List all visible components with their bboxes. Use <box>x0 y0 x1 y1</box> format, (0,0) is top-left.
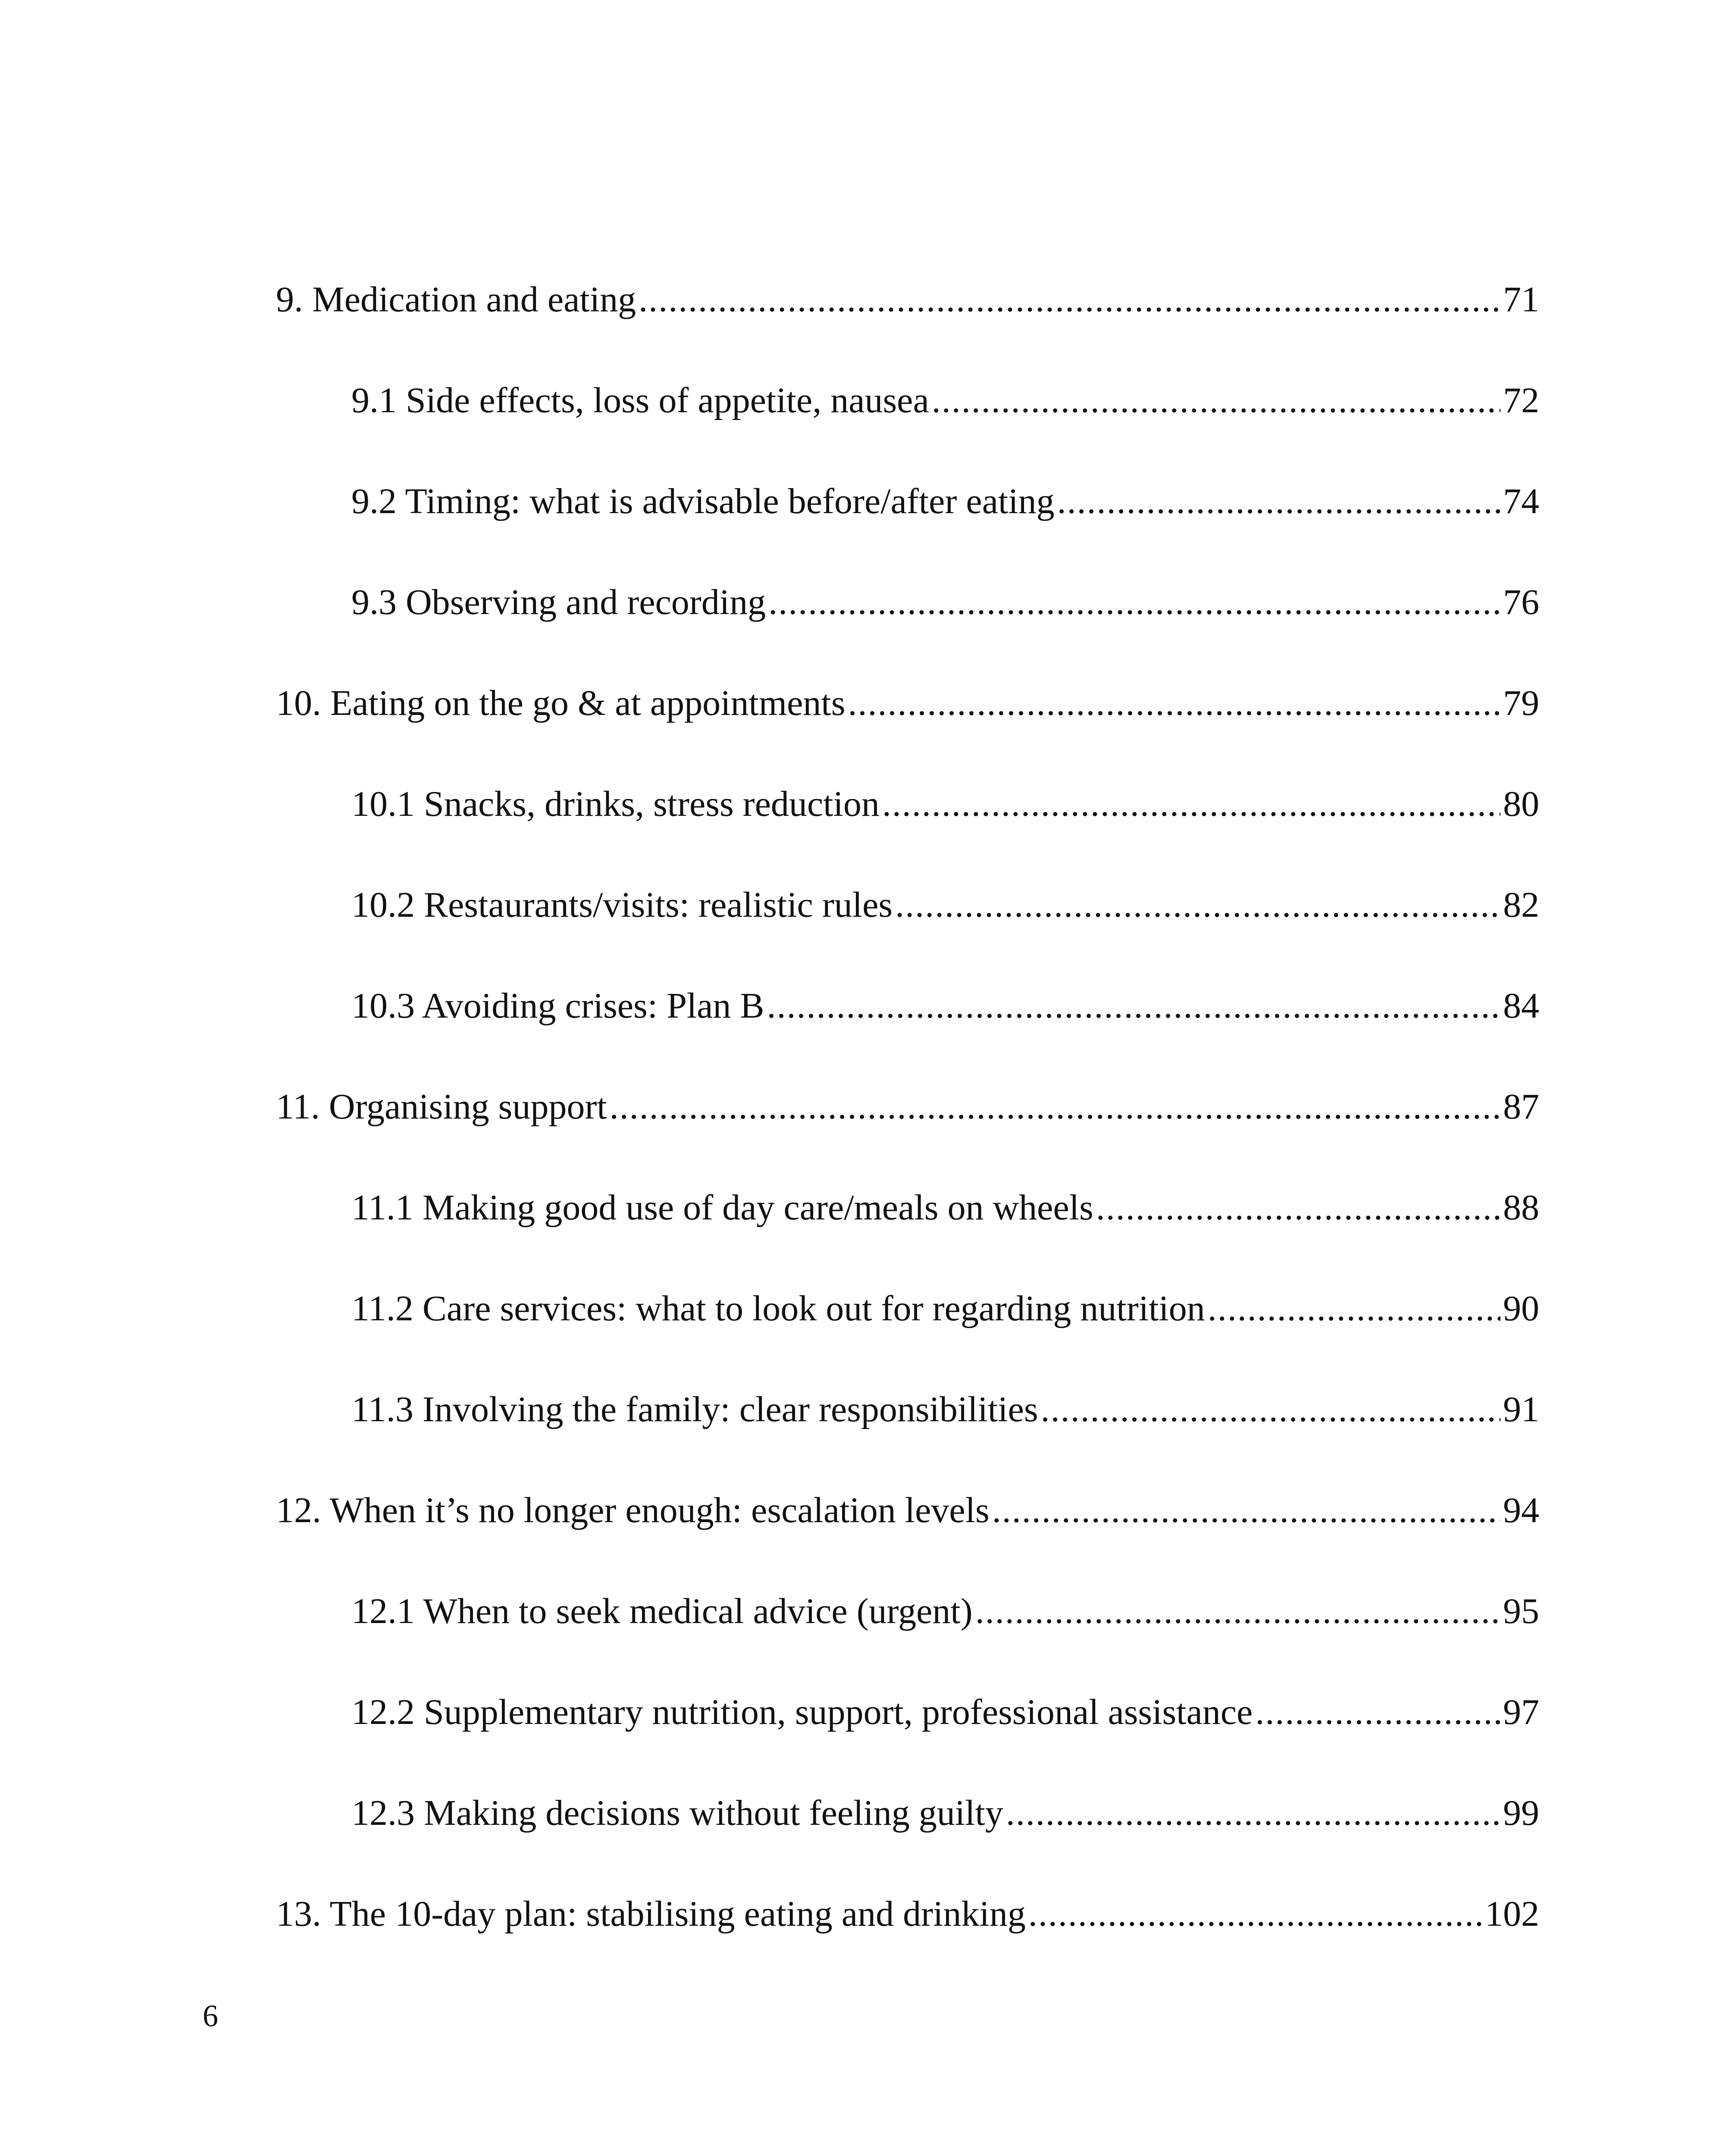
dot-leader <box>1028 1885 1482 1943</box>
toc-entry-page-number: 90 <box>1503 1288 1539 1329</box>
dot-leader <box>932 372 1500 429</box>
toc-entry-page-number: 80 <box>1503 784 1539 824</box>
toc-entry-title: 9.2 Timing: what is advisable before/after eating <box>351 481 1055 521</box>
toc-entry-page-number: 74 <box>1503 481 1539 521</box>
toc-entry-10-2[interactable] <box>276 876 1539 977</box>
dot-leader <box>895 876 1500 934</box>
dot-leader <box>1006 1784 1500 1842</box>
toc-entry-title: 13. The 10-day plan: stabilising eating and drinking <box>276 1894 1026 1934</box>
toc-entry-10-3[interactable] <box>276 977 1539 1078</box>
toc-entry-10[interactable] <box>276 674 1539 775</box>
dot-leader <box>1096 1179 1500 1237</box>
toc-entry-page-number: 84 <box>1503 986 1539 1026</box>
toc-entry-title: 12. When it’s no longer enough: escalation levels <box>276 1490 990 1530</box>
toc-entry-9[interactable] <box>276 271 1539 372</box>
toc-entry-12-1[interactable] <box>276 1583 1539 1683</box>
toc-entry-page-number: 95 <box>1503 1591 1539 1631</box>
toc-entry-page-number: 72 <box>1503 380 1539 420</box>
toc-entry-title: 11. Organising support <box>276 1087 607 1127</box>
toc-entry-title: 10.3 Avoiding crises: Plan B <box>351 986 764 1026</box>
toc-entry-10-1[interactable] <box>276 775 1539 876</box>
dot-leader <box>975 1583 1500 1640</box>
toc-entry-title: 10.1 Snacks, drinks, stress reduction <box>351 784 880 824</box>
toc-entry-page-number: 79 <box>1503 683 1539 723</box>
dot-leader <box>610 1078 1500 1136</box>
dot-leader <box>767 977 1500 1035</box>
toc-entry-title: 11.3 Involving the family: clear responsibilities <box>351 1389 1038 1429</box>
toc-entry-title: 11.2 Care services: what to look out for regarding nutrition <box>351 1288 1205 1329</box>
page-number: 6 <box>203 1999 218 2033</box>
toc-entry-page-number: 71 <box>1503 279 1539 320</box>
toc-entry-page-number: 91 <box>1503 1389 1539 1429</box>
toc-entry-page-number: 82 <box>1503 885 1539 925</box>
toc-entry-title: 9.3 Observing and recording <box>351 582 766 622</box>
toc-entry-title: 10.2 Restaurants/visits: realistic rules <box>351 885 893 925</box>
toc-entry-9-3[interactable] <box>276 573 1539 674</box>
toc-entry-title: 12.1 When to seek medical advice (urgent) <box>351 1591 973 1631</box>
toc-entry-12-3[interactable] <box>276 1784 1539 1885</box>
toc-entry-page-number: 94 <box>1503 1490 1539 1530</box>
toc-entry-11-1[interactable] <box>276 1179 1539 1280</box>
toc-entry-page-number: 76 <box>1503 582 1539 622</box>
dot-leader <box>1255 1683 1500 1741</box>
toc-entry-page-number: 102 <box>1485 1894 1539 1934</box>
toc-entry-page-number: 99 <box>1503 1793 1539 1833</box>
dot-leader <box>848 674 1500 732</box>
toc-entry-9-2[interactable] <box>276 473 1539 573</box>
dot-leader <box>639 271 1500 329</box>
toc-entry-12[interactable] <box>276 1482 1539 1583</box>
dot-leader <box>1208 1280 1500 1338</box>
toc-entry-title: 9.1 Side effects, loss of appetite, nausea <box>351 380 929 420</box>
toc-entry-13[interactable] <box>276 1885 1539 1986</box>
toc-entry-page-number: 88 <box>1503 1188 1539 1228</box>
dot-leader <box>1041 1381 1500 1438</box>
dot-leader <box>768 573 1500 631</box>
table-of-contents <box>276 271 1539 1986</box>
toc-entry-title: 12.2 Supplementary nutrition, support, professional assistance <box>351 1692 1253 1732</box>
toc-entry-title: 10. Eating on the go & at appointments <box>276 683 846 723</box>
toc-entry-12-2[interactable] <box>276 1683 1539 1784</box>
toc-entry-11-2[interactable] <box>276 1280 1539 1381</box>
toc-entry-11-3[interactable] <box>276 1381 1539 1482</box>
toc-entry-title: 12.3 Making decisions without feeling guilty <box>351 1793 1003 1833</box>
dot-leader <box>882 775 1500 833</box>
toc-entry-11[interactable] <box>276 1078 1539 1179</box>
dot-leader <box>1057 473 1500 530</box>
toc-entry-page-number: 97 <box>1503 1692 1539 1732</box>
toc-entry-title: 11.1 Making good use of day care/meals on wheels <box>351 1188 1093 1228</box>
toc-entry-9-1[interactable] <box>276 372 1539 473</box>
dot-leader <box>992 1482 1500 1539</box>
toc-entry-page-number: 87 <box>1503 1087 1539 1127</box>
toc-entry-title: 9. Medication and eating <box>276 279 636 320</box>
